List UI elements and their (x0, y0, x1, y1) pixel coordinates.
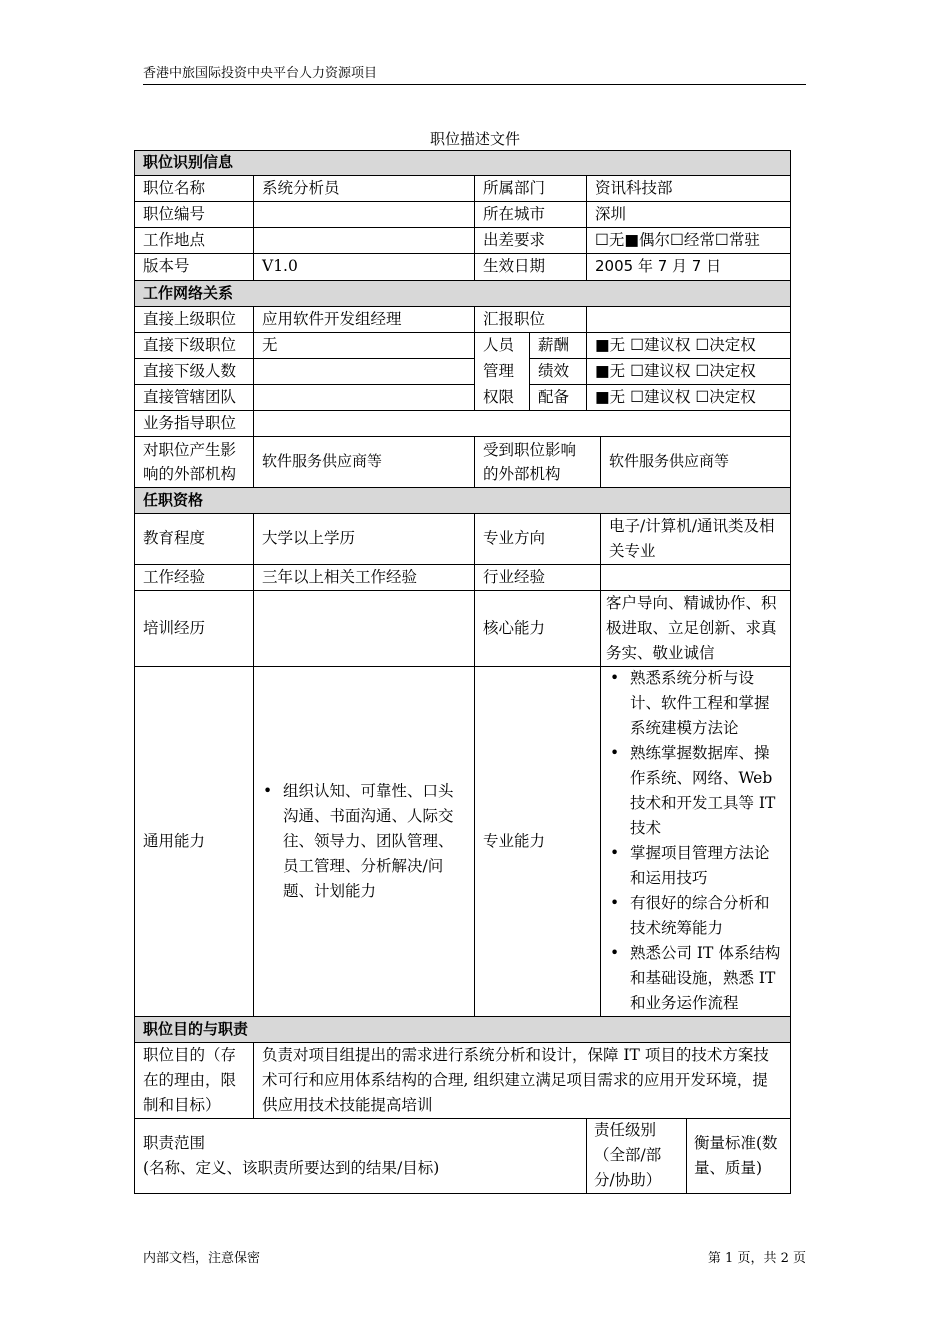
professional-ability-list (608, 666, 784, 1016)
education-value: 大学以上学历 (262, 529, 356, 547)
purpose-value: 负责对项目组提出的需求进行系统分析和设计，保障 IT 项目的技术方案技术可行和应用体系结构的合理, 组织建立满足项目需求的应用开发环境，提供应用技术技能提高培训 (262, 1045, 769, 1114)
report-label: 汇报职位 (483, 309, 546, 328)
job-name-value: 系统分析员 (262, 178, 340, 197)
sub-count-value (253, 358, 474, 384)
scope-cell (134, 1118, 586, 1193)
superior-label: 直接上级职位 (143, 309, 237, 328)
professional-ability-item: • 熟悉公司 IT 体系结构和基础设施，熟悉 IT 和业务运作流程 (630, 941, 784, 1016)
page-header: 香港中旅国际投资中央平台人力资源项目 (143, 64, 806, 85)
section-purpose: 职位目的与职责 (134, 1016, 791, 1042)
level-header: 责任级别（全部/部分/协助） (594, 1121, 662, 1189)
scope-label: 职责范围 (143, 1133, 206, 1152)
team-value (253, 384, 474, 410)
dept-label: 所属部门 (483, 178, 546, 197)
professional-ability-item: • 有很好的综合分析和技术统筹能力 (630, 891, 784, 941)
job-code-value (253, 201, 474, 227)
training-value (253, 590, 474, 666)
influenced-value: 软件服务供应商等 (609, 452, 730, 470)
authority-label-3: 权限 (483, 387, 515, 406)
location-label: 工作地点 (143, 230, 206, 249)
report-value (586, 306, 790, 332)
experience-value: 三年以上相关工作经验 (262, 567, 418, 586)
influence-out-label: 对职位产生影响的外部机构 (143, 440, 237, 483)
professional-ability-cell (600, 666, 790, 1016)
industry-label: 行业经验 (483, 567, 546, 586)
education-label: 教育程度 (143, 529, 206, 547)
section-qualification: 任职资格 (134, 487, 791, 513)
city-value: 深圳 (595, 204, 627, 223)
purpose-label: 职位目的（存在的理由，限制和目标） (143, 1045, 237, 1114)
industry-value (600, 564, 790, 590)
document-title: 职位描述文件 (429, 130, 520, 148)
guide-label: 业务指导职位 (143, 413, 237, 432)
authority-label-2: 管理 (483, 361, 515, 380)
footer-confidential: 内部文档，注意保密 (143, 1251, 261, 1266)
professional-ability-item: • 掌握项目管理方法论和运用技巧 (630, 841, 784, 891)
scope-subtitle: (名称、定义、该职责所要达到的结果/目标) (143, 1158, 440, 1177)
influence-out-value: 软件服务供应商等 (262, 452, 383, 470)
section-identity: 职位识别信息 (134, 150, 791, 175)
dept-value: 资讯科技部 (595, 178, 673, 197)
border-bottom (134, 1193, 791, 1194)
effective-date-value: 2005 年 7 月 7 日 (595, 257, 722, 275)
travel-label: 出差要求 (483, 230, 546, 249)
salary-label: 薪酬 (538, 335, 570, 354)
border-top (134, 150, 791, 151)
staffing-value: ■无 ☐建议权 ☐决定权 (595, 387, 756, 406)
footer-page-number: 第 1 页，共 2 页 (707, 1251, 806, 1266)
travel-value: ☐无■偶尔☐经常☐常驻 (595, 230, 760, 249)
general-ability-item: • 组织认知、可靠性、口头沟通、书面沟通、人际交往、领导力、团队管理、员工管理、分析解决/问题、计划能力 (283, 779, 466, 904)
major-label: 专业方向 (483, 529, 546, 547)
subordinate-label: 直接下级职位 (143, 335, 237, 354)
general-ability-list (261, 779, 466, 904)
performance-label: 绩效 (538, 361, 570, 380)
influenced-label: 受到职位影响的外部机构 (483, 440, 577, 483)
section-network: 工作网络关系 (134, 280, 791, 306)
salary-value: ■无 ☐建议权 ☐决定权 (595, 335, 756, 354)
performance-value: ■无 ☐建议权 ☐决定权 (595, 361, 756, 380)
location-value (253, 227, 474, 253)
sub-count-label: 直接下级人数 (143, 361, 237, 380)
superior-value: 应用软件开发组经理 (262, 309, 402, 328)
general-ability-cell (253, 666, 474, 1016)
version-label: 版本号 (143, 257, 190, 275)
staffing-label: 配备 (538, 387, 570, 406)
professional-ability-label: 专业能力 (483, 831, 546, 850)
effective-date-label: 生效日期 (483, 257, 546, 275)
job-name-label: 职位名称 (143, 178, 206, 197)
training-label: 培训经历 (143, 618, 206, 637)
professional-ability-item: • 熟练掌握数据库、操作系统、网络、Web 技术和开发工具等 IT 技术 (630, 741, 784, 841)
experience-label: 工作经验 (143, 567, 206, 586)
major-value: 电子/计算机/通讯类及相关专业 (609, 516, 775, 560)
city-label: 所在城市 (483, 204, 546, 223)
team-label: 直接管辖团队 (143, 387, 237, 406)
general-ability-label: 通用能力 (143, 831, 206, 850)
core-ability-label: 核心能力 (483, 618, 546, 637)
version-value: V1.0 (262, 257, 298, 275)
guide-value (253, 410, 790, 436)
core-ability-value: 客户导向、精诚协作、积极进取、立足创新、求真务实、敬业诚信 (606, 593, 777, 662)
professional-ability-item: • 熟悉系统分析与设计、软件工程和掌握系统建模方法论 (630, 666, 784, 741)
job-code-label: 职位编号 (143, 204, 206, 223)
authority-label-1: 人员 (483, 335, 515, 354)
measure-header: 衡量标准(数量、质量) (694, 1133, 778, 1177)
subordinate-value: 无 (262, 335, 278, 354)
